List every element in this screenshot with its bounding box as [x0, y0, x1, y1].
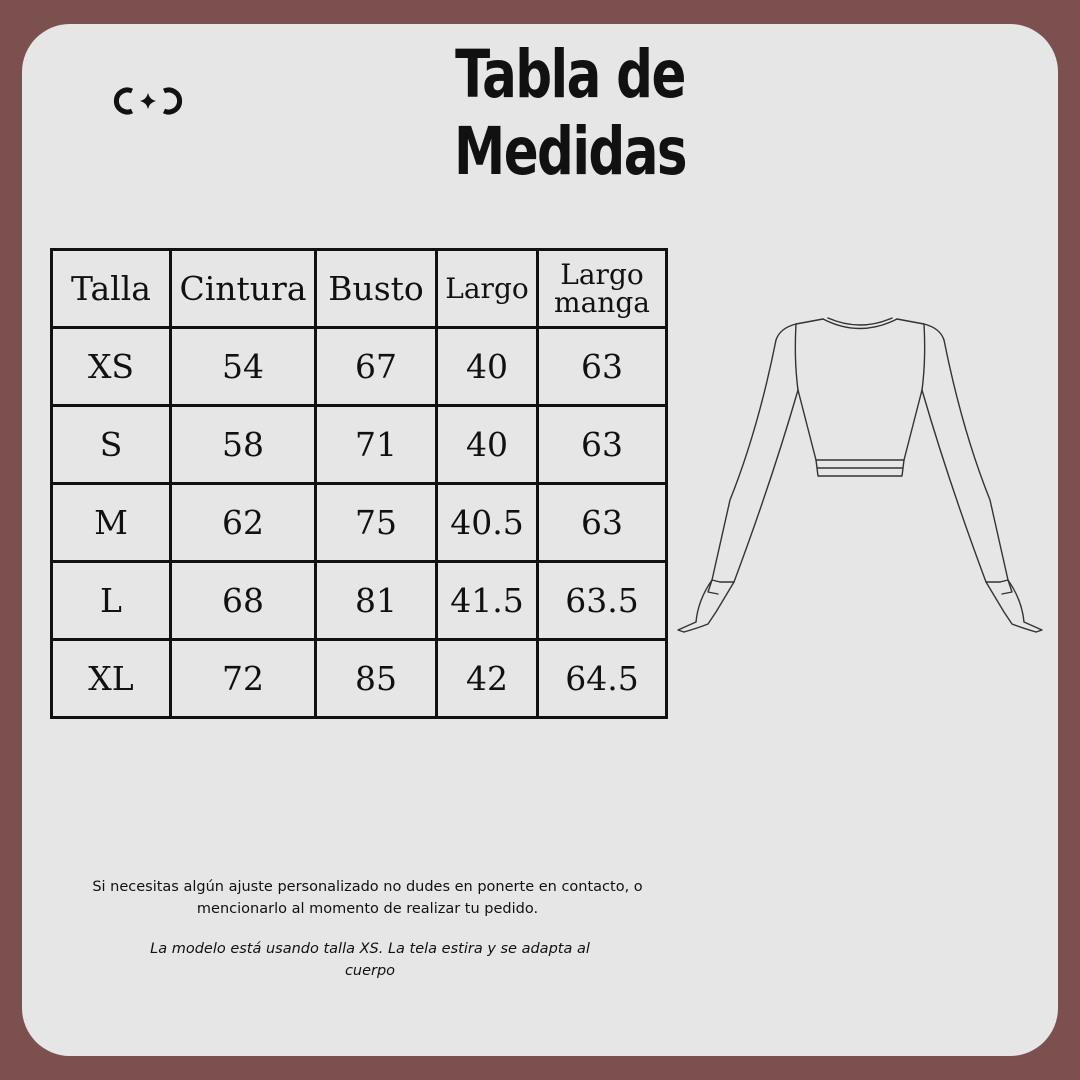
custom-fit-note: Si necesitas algún ajuste personalizado no dudes en ponerte en contacto, o mencionarlo al momento de realizar tu pedido.	[92, 879, 643, 917]
length-cell: 42	[437, 640, 538, 718]
size-cell: M	[52, 484, 171, 562]
waist-cell: 62	[171, 484, 316, 562]
column-header-cintura: Cintura	[171, 250, 316, 328]
length-cell: 41.5	[437, 562, 538, 640]
sleeve-length-cell: 63	[538, 328, 667, 406]
size-cell: XL	[52, 640, 171, 718]
bust-cell: 75	[316, 484, 437, 562]
waist-cell: 72	[171, 640, 316, 718]
sleeve-length-cell: 63	[538, 406, 667, 484]
column-header-busto: Busto	[316, 250, 437, 328]
garment-sketch-icon	[668, 310, 1052, 640]
length-cell: 40	[437, 328, 538, 406]
size-table	[50, 248, 668, 719]
waist-cell: 68	[171, 562, 316, 640]
column-header-largo: Largo	[437, 250, 538, 328]
size-cell: S	[52, 406, 171, 484]
length-cell: 40	[437, 406, 538, 484]
table-row	[52, 406, 667, 484]
table-header-row	[52, 250, 667, 328]
bust-cell: 67	[316, 328, 437, 406]
table-row	[52, 562, 667, 640]
bust-cell: 81	[316, 562, 437, 640]
brand-logo-icon	[112, 82, 184, 120]
table-row	[52, 640, 667, 718]
table-row	[52, 484, 667, 562]
page-title: Tabla de Medidas	[454, 36, 686, 190]
waist-cell: 58	[171, 406, 316, 484]
sleeve-length-cell: 64.5	[538, 640, 667, 718]
model-size-note: La modelo está usando talla XS. La tela estira y se adapta al cuerpo	[150, 941, 590, 979]
column-header-largo-manga: Largo manga	[538, 250, 667, 328]
waist-cell: 54	[171, 328, 316, 406]
table-row	[52, 328, 667, 406]
bust-cell: 71	[316, 406, 437, 484]
size-cell: XS	[52, 328, 171, 406]
bust-cell: 85	[316, 640, 437, 718]
size-cell: L	[52, 562, 171, 640]
column-header-talla: Talla	[52, 250, 171, 328]
sleeve-length-cell: 63	[538, 484, 667, 562]
length-cell: 40.5	[437, 484, 538, 562]
sleeve-length-cell: 63.5	[538, 562, 667, 640]
